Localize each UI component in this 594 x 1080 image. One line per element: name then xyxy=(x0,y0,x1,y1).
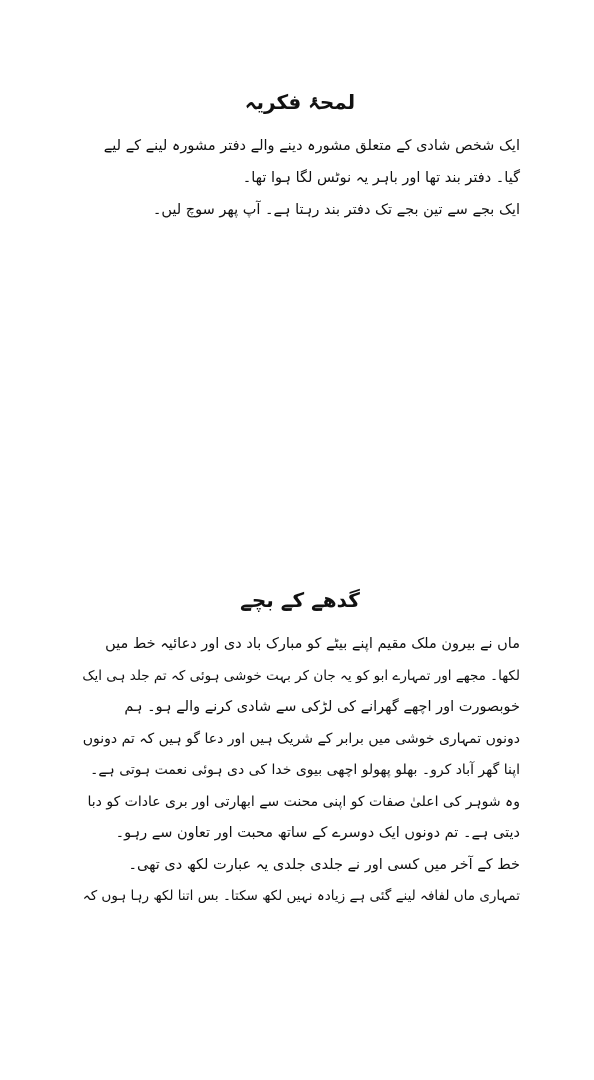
text-line: ایک شخص شادی کے متعلق مشورہ دینے والے دفتر مشورہ لینے کے لیے xyxy=(103,138,520,154)
section-title: گدھے کے بچے xyxy=(240,588,360,612)
text-line: دیتی ہے۔ تم دونوں ایک دوسرے کے ساتھ محبت اور تعاون سے رہو۔ xyxy=(115,825,520,841)
text-line: ماں نے بیرون ملک مقیم اپنے بیٹے کو مبارک باد دی اور دعائیہ خط میں xyxy=(105,636,520,652)
text-line: دونوں تمہاری خوشی میں برابر کے شریک ہیں اور دعا گو ہیں کہ تم دونوں xyxy=(82,730,520,747)
text-line: خوبصورت اور اچھے گھرانے کی لڑکی سے شادی کرنے والے ہو۔ ہم xyxy=(124,699,520,715)
text-line: لکھا۔ مجھے اور تمہارے ابو کو یہ جان کر بہت خوشی ہوئی کہ تم جلد ہی ایک xyxy=(82,667,520,684)
joke-section-2 xyxy=(80,588,520,918)
text-line: وہ شوہر کی اعلیٰ صفات کو اپنی محنت سے ابھارتی اور بری عادات کو دبا xyxy=(87,793,520,810)
text-line: ایک بجے سے تین بجے تک دفتر بند رہتا ہے۔ آپ پھر سوچ لیں۔ xyxy=(152,202,520,218)
joke-section-1 xyxy=(80,90,520,232)
section-title: لمحۂ فکریہ xyxy=(244,90,356,114)
text-line: خط کے آخر میں کسی اور نے جلدی جلدی یہ عبارت لکھ دی تھی۔ xyxy=(128,856,520,873)
text-line: گیا۔ دفتر بند تھا اور باہر یہ نوٹس لگا ہوا تھا۔ xyxy=(242,170,520,186)
text-line: اپنا گھر آباد کرو۔ بھلو پھولو اچھی بیوی خدا کی دی ہوئی نعمت ہوتی ہے۔ xyxy=(90,762,520,778)
text-line: تمہاری ماں لفافہ لینے گئی ہے زیادہ نہیں لکھ سکتا۔ بس اتنا لکھ رہا ہوں کہ xyxy=(82,888,520,904)
